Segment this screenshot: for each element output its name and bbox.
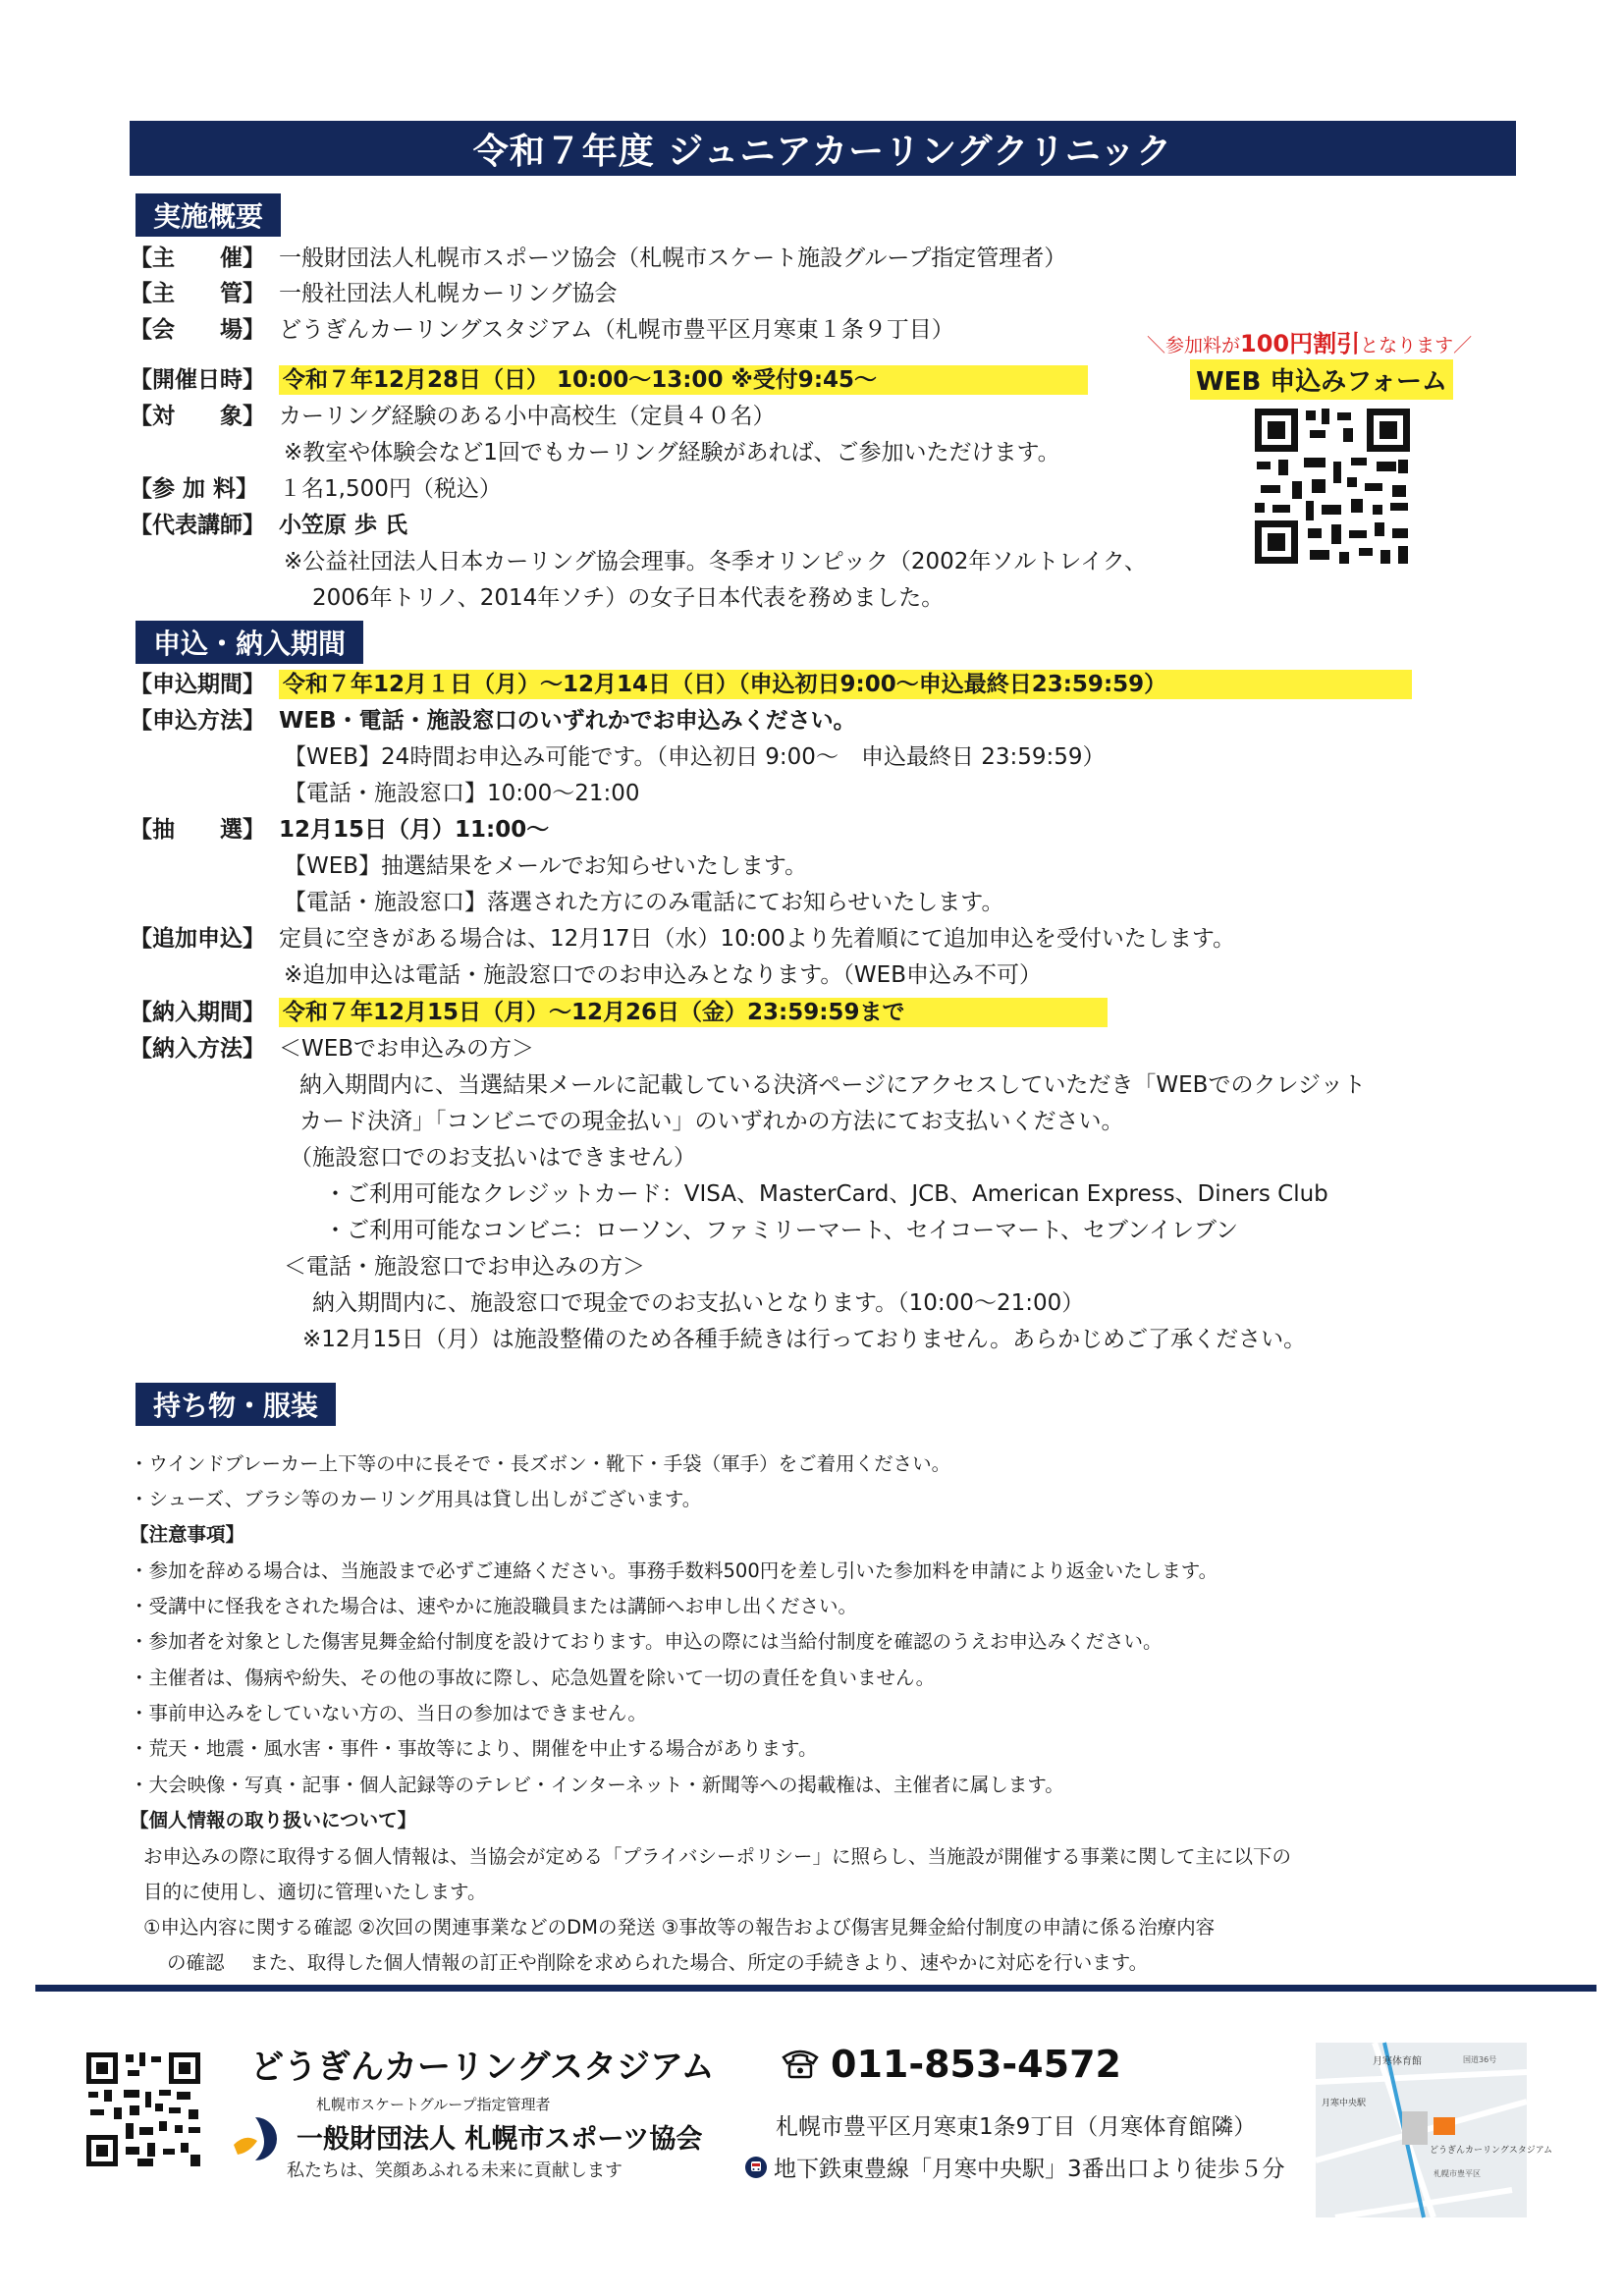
payment-cards: ・ご利用可能なクレジットカード：VISA、MasterCard、JCB、American Express、Diners Club bbox=[324, 1181, 1328, 1207]
map-label-5: 国道36号 bbox=[1463, 2055, 1497, 2064]
footer-divider bbox=[35, 1985, 1596, 1992]
subway-icon bbox=[744, 2156, 768, 2179]
privacy-line: 目的に使用し、適切に管理いたします。 bbox=[143, 1881, 487, 1903]
privacy-line: ①申込内容に関する確認 ②次回の関連事業などのDMの発送 ③事故等の報告および傷害見舞金給付制度の申請に係る治療内容 bbox=[143, 1916, 1216, 1939]
note-item: ・事前申込みをしていない方の、当日の参加はできません。 bbox=[130, 1702, 647, 1724]
target-note: ※教室や体験会など1回でもカーリング経験があれば、ご参加いただけます。 bbox=[284, 440, 1060, 465]
section-overview-label: 実施概要 bbox=[153, 200, 264, 233]
date-value: 令和７年12月28日（日） 10:00～13:00 ※受付9:45～ bbox=[279, 365, 1088, 395]
instructor-note-1: ※公益社団法人日本カーリング協会理事。冬季オリンピック（2002年ソルトレイク、 bbox=[284, 549, 1147, 574]
payment-web-head: ＜WEBでお申込みの方＞ bbox=[279, 1036, 535, 1062]
web-form-qr-icon[interactable] bbox=[1249, 403, 1416, 570]
privacy-line: お申込みの際に取得する個人情報は、当協会が定める「プライバシーポリシー」に照らし、当施設が開催する事業に関して主に以下の bbox=[143, 1845, 1292, 1868]
lottery-phone: 【電話・施設窓口】落選された方にのみ電話にてお知らせいたします。 bbox=[284, 890, 1004, 915]
footer-stadium-name: どうぎんカーリングスタジアム bbox=[250, 2048, 715, 2087]
lottery-value: 12月15日（月）11:00～ bbox=[279, 817, 550, 843]
phone-icon bbox=[780, 2048, 821, 2081]
discount-banner bbox=[1147, 324, 1472, 358]
payment-web-2: カード決済」「コンビニでの現金払い」のいずれかの方法にてお支払いください。 bbox=[299, 1109, 1124, 1134]
payment-phone-1: 納入期間内に、施設窓口で現金でのお支払いとなります。（10:00～21:00） bbox=[312, 1290, 1085, 1316]
app-period-label: 【申込期間】 bbox=[130, 672, 265, 697]
section-overview bbox=[135, 193, 281, 237]
fee-row bbox=[130, 474, 502, 504]
payment-period-row bbox=[130, 998, 1108, 1027]
payment-stores: ・ご利用可能なコンビニ：ローソン、ファミリーマート、セイコーマート、セブンイレブン bbox=[324, 1218, 1239, 1243]
payment-web-3: （施設窓口でのお支払いはできません） bbox=[290, 1145, 696, 1171]
app-method-web: 【WEB】24時間お申込み可能です。（申込初日 9:00～ 申込最終日 23:59:59） bbox=[284, 744, 1106, 770]
payment-method-row bbox=[130, 1034, 534, 1064]
app-method-label: 【申込方法】 bbox=[130, 708, 265, 734]
footer-phone bbox=[780, 2043, 1121, 2086]
discount-amount: 100円割引 bbox=[1240, 330, 1361, 357]
web-form-label: WEB 申込みフォーム bbox=[1190, 359, 1453, 400]
section-application-label: 申込・納入期間 bbox=[153, 628, 347, 660]
note-item: ・大会映像・写真・記事・個人記録等のテレビ・インターネット・新聞等への掲載権は、主催者に属します。 bbox=[130, 1774, 1064, 1796]
additional-note: ※追加申込は電話・施設窓口でのお申込みとなります。（WEB申込み不可） bbox=[284, 962, 1042, 988]
app-method-phone: 【電話・施設窓口】10:00～21:00 bbox=[284, 781, 640, 806]
note-item: ・参加者を対象とした傷害見舞金給付制度を設けております。申込の際には当給付制度を確認のうえお申込みください。 bbox=[130, 1630, 1163, 1653]
payment-phone-head: ＜電話・施設窓口でお申込みの方＞ bbox=[284, 1254, 645, 1280]
footer-org-name: 一般財団法人 札幌市スポーツ協会 bbox=[297, 2124, 703, 2155]
footer-access bbox=[744, 2151, 1285, 2183]
page-title-text: 令和７年度 ジュニアカーリングクリニック bbox=[472, 131, 1173, 172]
venue-value: どうぎんカーリングスタジアム（札幌市豊平区月寒東１条９丁目） bbox=[279, 317, 954, 343]
organizer-label: 【主 催】 bbox=[130, 246, 265, 271]
app-method-row bbox=[130, 706, 856, 736]
additional-label: 【追加申込】 bbox=[130, 926, 265, 952]
access-map[interactable] bbox=[1316, 2043, 1553, 2217]
instructor-row bbox=[130, 511, 407, 540]
date-label: 【開催日時】 bbox=[130, 367, 265, 393]
map-label-2: どうぎんカーリングスタジアム bbox=[1430, 2146, 1553, 2156]
date-row bbox=[130, 365, 1088, 395]
lottery-web: 【WEB】抽選結果をメールでお知らせいたします。 bbox=[284, 853, 808, 879]
payment-method-label: 【納入方法】 bbox=[130, 1036, 265, 1062]
venue-label: 【会 場】 bbox=[130, 317, 265, 343]
map-label-3: 月寒中央駅 bbox=[1322, 2099, 1367, 2108]
privacy-heading: 【個人情報の取り扱いについて】 bbox=[130, 1809, 417, 1831]
additional-row bbox=[130, 924, 1235, 954]
notes-heading: 【注意事項】 bbox=[130, 1523, 245, 1546]
section-application bbox=[135, 621, 363, 664]
organizer-row bbox=[130, 244, 1066, 273]
instructor-note-2: 2006年トリノ、2014年ソチ）の女子日本代表を務めました。 bbox=[312, 585, 945, 611]
map-label-1: 月寒体育館 bbox=[1373, 2056, 1422, 2067]
manager-label: 【主 管】 bbox=[130, 281, 265, 306]
payment-period-value: 令和７年12月15日（月）～12月26日（金）23:59:59まで bbox=[279, 998, 1108, 1027]
lottery-row bbox=[130, 815, 549, 845]
map-label-4: 札幌市豊平区 bbox=[1434, 2169, 1481, 2178]
lottery-label: 【抽 選】 bbox=[130, 817, 265, 843]
footer-slogan: 私たちは、笑顔あふれる未来に貢献します bbox=[287, 2160, 622, 2181]
instructor-value: 小笠原 歩 氏 bbox=[279, 513, 408, 538]
privacy-line: の確認 また、取得した個人情報の訂正や削除を求められた場合、所定の手続きより、速やかに対応を行います。 bbox=[167, 1951, 1149, 1974]
payment-web-1: 納入期間内に、当選結果メールに記載している決済ページにアクセスしていただき「WEBでのクレジット bbox=[299, 1072, 1366, 1098]
discount-pre: ＼参加料が bbox=[1147, 335, 1241, 356]
section-belongings-label: 持ち物・服装 bbox=[153, 1390, 319, 1422]
footer-phone-number[interactable]: 011-853-4572 bbox=[831, 2043, 1121, 2086]
app-method-value: WEB・電話・施設窓口のいずれかでお申込みください。 bbox=[279, 708, 856, 734]
additional-value: 定員に空きがある場合は、12月17日（水）10:00より先着順にて追加申込を受付いたします。 bbox=[279, 926, 1235, 952]
section-belongings bbox=[135, 1383, 336, 1426]
fee-label: 【参 加 料】 bbox=[130, 476, 259, 502]
manager-row bbox=[130, 279, 618, 308]
organizer-value: 一般財団法人札幌市スポーツ協会（札幌市スケート施設グループ指定管理者） bbox=[279, 246, 1067, 271]
belonging-item: ・ウインドブレーカー上下等の中に長そで・長ズボン・靴下・手袋（軍手）をご着用ください。 bbox=[130, 1452, 951, 1475]
app-period-value: 令和７年12月１日（月）～12月14日（日）（申込初日9:00～申込最終日23:59:59） bbox=[279, 670, 1412, 699]
instructor-label: 【代表講師】 bbox=[130, 513, 265, 538]
payment-period-label: 【納入期間】 bbox=[130, 1000, 265, 1025]
footer-access-text: 地下鉄東豊線「月寒中央駅」3番出口より徒歩５分 bbox=[774, 2157, 1285, 2182]
target-label: 【対 象】 bbox=[130, 404, 265, 429]
note-item: ・荒天・地震・風水害・事件・事故等により、開催を中止する場合があります。 bbox=[130, 1737, 818, 1760]
note-item: ・主催者は、傷病や紛失、その他の事故に際し、応急処置を除いて一切の責任を負いません。 bbox=[130, 1667, 936, 1689]
note-item: ・参加を辞める場合は、当施設まで必ずご連絡ください。事務手数料500円を差し引いた参加料を申請により返金いたします。 bbox=[130, 1559, 1218, 1582]
belonging-item: ・シューズ、ブラシ等のカーリング用具は貸し出しがございます。 bbox=[130, 1488, 702, 1510]
fee-value: １名1,500円（税込） bbox=[279, 476, 502, 502]
target-value: カーリング経験のある小中高校生（定員４０名） bbox=[279, 404, 776, 429]
manager-value: 一般社団法人札幌カーリング協会 bbox=[279, 281, 618, 306]
venue-row bbox=[130, 315, 954, 345]
discount-post: となります／ bbox=[1360, 335, 1473, 356]
payment-phone-2: ※12月15日（月）は施設整備のため各種手続きは行っておりません。あらかじめご了承ください。 bbox=[302, 1327, 1307, 1352]
note-item: ・受講中に怪我をされた場合は、速やかに施設職員または講師へお申し出ください。 bbox=[130, 1595, 858, 1617]
footer-address: 札幌市豊平区月寒東1条9丁目（月寒体育館隣） bbox=[776, 2114, 1257, 2140]
footer-manager-small: 札幌市スケートグループ指定管理者 bbox=[316, 2096, 551, 2113]
org-logo-icon bbox=[228, 2111, 283, 2166]
footer-qr-icon[interactable] bbox=[82, 2049, 204, 2170]
target-row bbox=[130, 402, 776, 431]
page-title bbox=[130, 121, 1516, 176]
app-period-row bbox=[130, 670, 1412, 699]
